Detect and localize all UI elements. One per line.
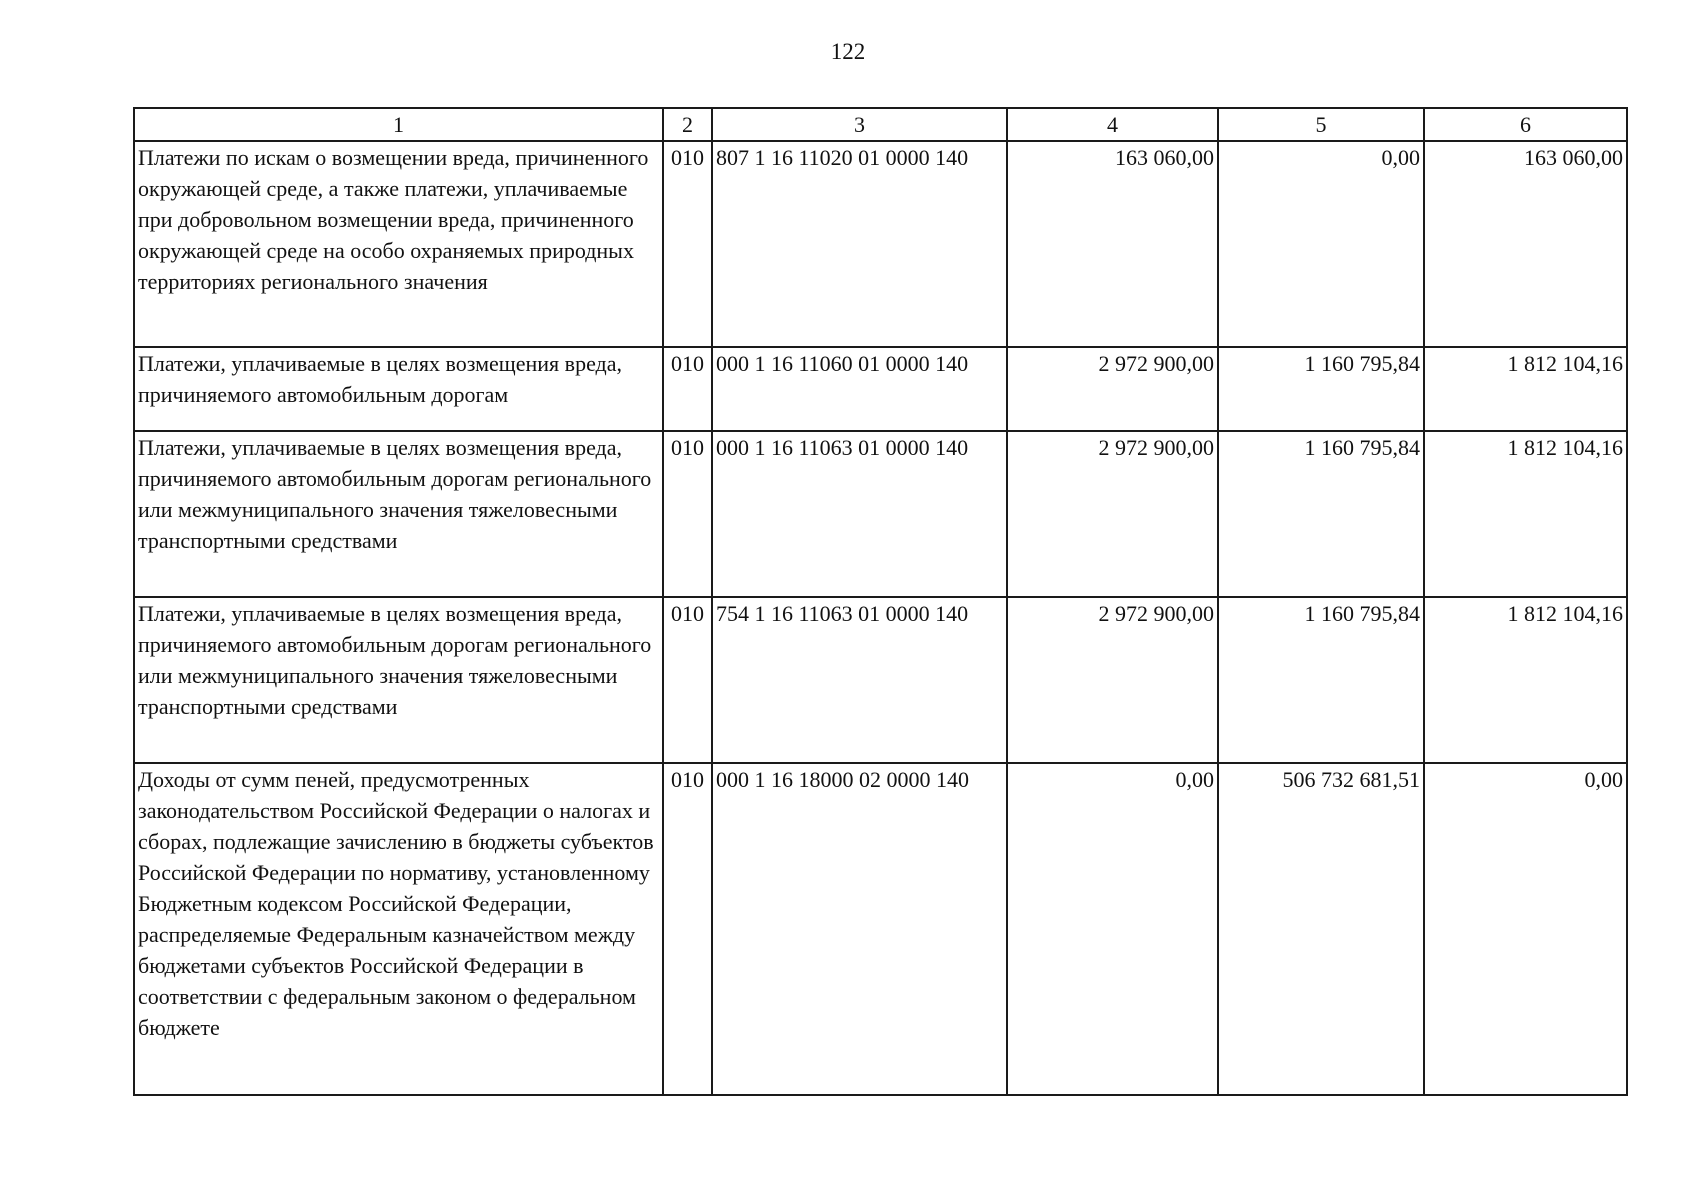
row-value-col5: 1 160 795,84 bbox=[1218, 347, 1424, 431]
column-header-3: 3 bbox=[712, 108, 1007, 141]
row-value-col6: 1 812 104,16 bbox=[1424, 431, 1627, 597]
row-value-col4: 2 972 900,00 bbox=[1007, 431, 1218, 597]
row-value-col4: 2 972 900,00 bbox=[1007, 347, 1218, 431]
row-value-col4: 163 060,00 bbox=[1007, 141, 1218, 347]
header-row bbox=[134, 108, 1627, 141]
table-row bbox=[134, 597, 1627, 763]
row-value-col6: 1 812 104,16 bbox=[1424, 347, 1627, 431]
column-header-4: 4 bbox=[1007, 108, 1218, 141]
row-value-col5: 506 732 681,51 bbox=[1218, 763, 1424, 1095]
row-value-col6: 1 812 104,16 bbox=[1424, 597, 1627, 763]
table-row bbox=[134, 347, 1627, 431]
row-value-col6: 0,00 bbox=[1424, 763, 1627, 1095]
budget-table bbox=[133, 107, 1628, 1096]
table-row bbox=[134, 763, 1627, 1095]
row-value-col4: 2 972 900,00 bbox=[1007, 597, 1218, 763]
table-row bbox=[134, 141, 1627, 347]
row-budget-code: 000 1 16 18000 02 0000 140 bbox=[712, 763, 1007, 1095]
row-description: Платежи, уплачиваемые в целях возмещения вреда, причиняемого автомобильным дорогам регионального или межмуниципального значения тяжеловесными транспортными средствами bbox=[134, 431, 663, 597]
row-value-col5: 0,00 bbox=[1218, 141, 1424, 347]
column-header-6: 6 bbox=[1424, 108, 1627, 141]
page-number: 122 bbox=[830, 39, 866, 64]
row-line-code: 010 bbox=[663, 347, 712, 431]
row-value-col6: 163 060,00 bbox=[1424, 141, 1627, 347]
column-header-2: 2 bbox=[663, 108, 712, 141]
row-value-col4: 0,00 bbox=[1007, 763, 1218, 1095]
row-value-col5: 1 160 795,84 bbox=[1218, 431, 1424, 597]
column-header-1: 1 bbox=[134, 108, 663, 141]
row-line-code: 010 bbox=[663, 141, 712, 347]
row-line-code: 010 bbox=[663, 597, 712, 763]
row-description: Платежи по искам о возмещении вреда, причиненного окружающей среде, а также платежи, уплачиваемые при добровольном возмещении вреда, причиненного окружающей среде на особо охраняемых природных территориях регионального значения bbox=[134, 141, 663, 347]
row-budget-code: 000 1 16 11060 01 0000 140 bbox=[712, 347, 1007, 431]
row-value-col5: 1 160 795,84 bbox=[1218, 597, 1424, 763]
row-description: Доходы от сумм пеней, предусмотренных законодательством Российской Федерации о налогах и сборах, подлежащие зачислению в бюджеты субъектов Российской Федерации по нормативу, установленному Бюджетным кодексом Российской Федерации, распределяемые Федеральным казначейством между бюджетами субъектов Российской Федерации в соответствии с федеральным законом о федеральном бюджете bbox=[134, 763, 663, 1095]
row-description: Платежи, уплачиваемые в целях возмещения вреда, причиняемого автомобильным дорогам bbox=[134, 347, 663, 431]
row-budget-code: 754 1 16 11063 01 0000 140 bbox=[712, 597, 1007, 763]
row-budget-code: 807 1 16 11020 01 0000 140 bbox=[712, 141, 1007, 347]
column-header-5: 5 bbox=[1218, 108, 1424, 141]
row-line-code: 010 bbox=[663, 763, 712, 1095]
row-budget-code: 000 1 16 11063 01 0000 140 bbox=[712, 431, 1007, 597]
table-row bbox=[134, 431, 1627, 597]
row-line-code: 010 bbox=[663, 431, 712, 597]
row-description: Платежи, уплачиваемые в целях возмещения вреда, причиняемого автомобильным дорогам регионального или межмуниципального значения тяжеловесными транспортными средствами bbox=[134, 597, 663, 763]
